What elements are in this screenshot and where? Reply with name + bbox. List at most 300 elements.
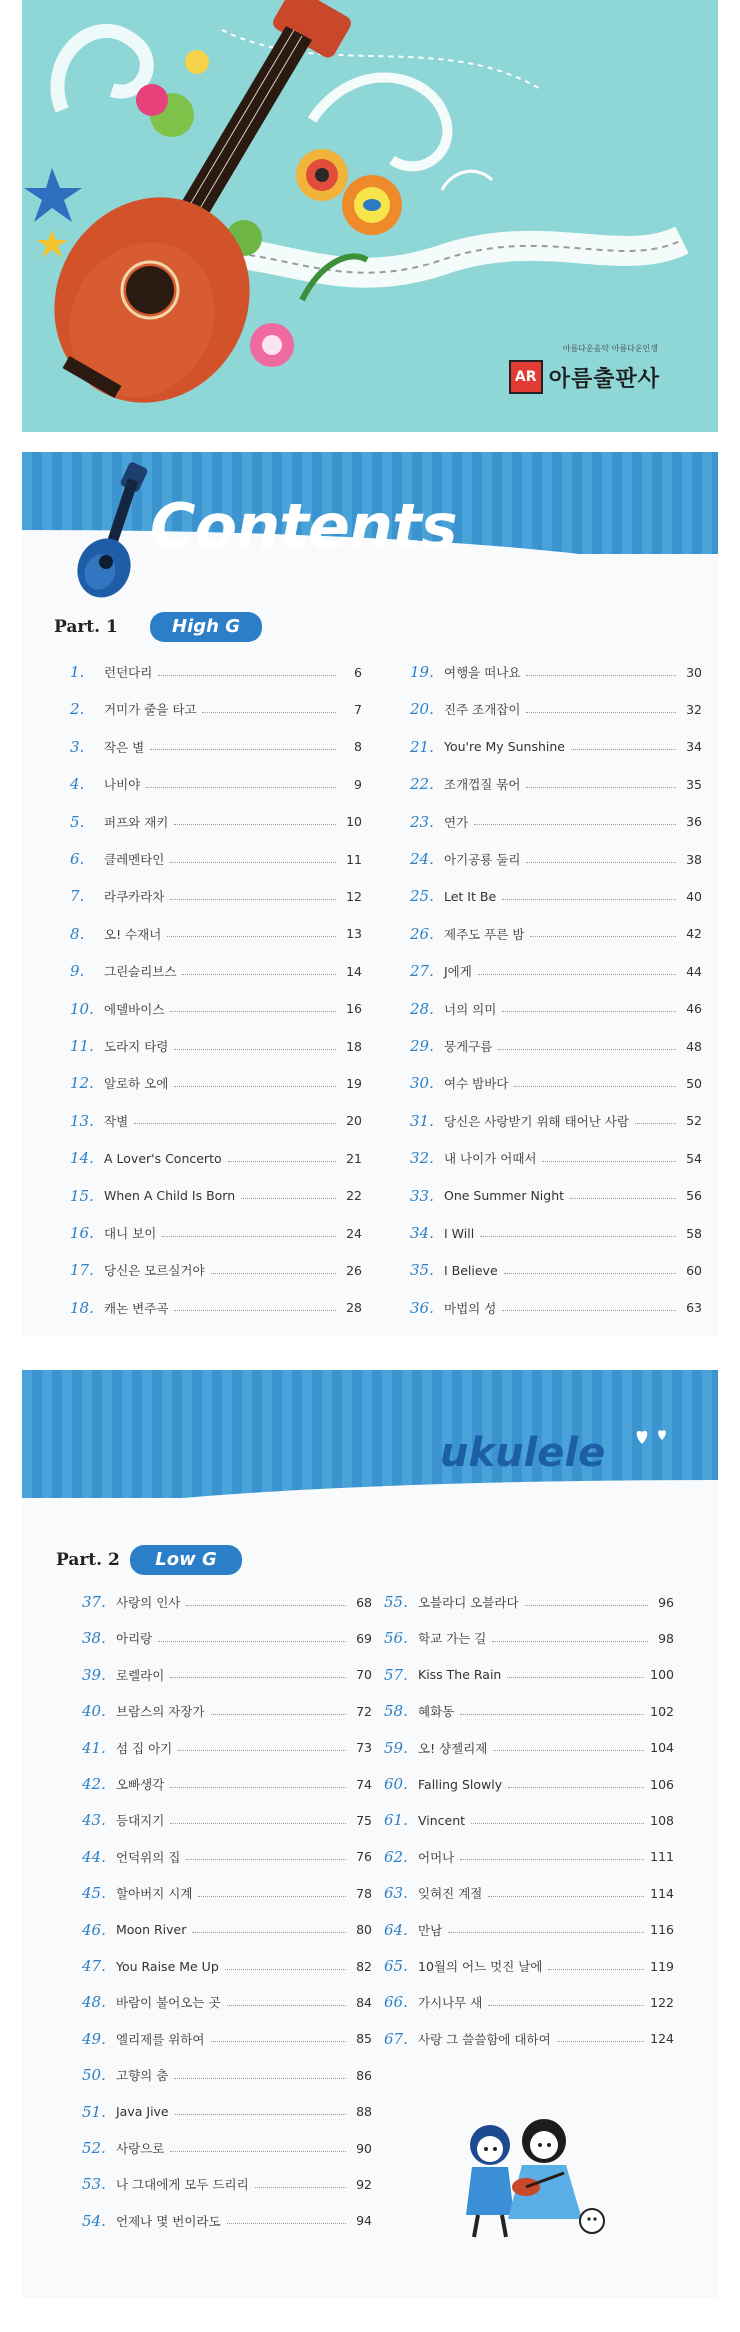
toc-entry xyxy=(384,1738,674,1758)
toc-entry xyxy=(410,1186,702,1206)
toc-entry-number: 11. xyxy=(70,1037,94,1055)
toc-entry-page: 70 xyxy=(356,1667,372,1683)
toc-entry-page: 73 xyxy=(356,1740,372,1756)
toc-entry-number: 10. xyxy=(70,999,94,1018)
toc-entry-title: 학교 가는 길 xyxy=(418,1631,487,1647)
toc-leader-dots xyxy=(548,1969,644,1970)
toc-entry xyxy=(70,1223,362,1243)
toc-leader-dots xyxy=(508,1787,644,1788)
toc-entry-title: 대니 보이 xyxy=(104,1226,157,1241)
toc-entry-number: 44. xyxy=(82,1847,106,1866)
toc-entry xyxy=(82,1992,372,2012)
toc-leader-dots xyxy=(192,1932,346,1933)
toc-entry-title: 사랑 그 쓸쓸함에 대하여 xyxy=(418,2031,551,2047)
toc-entry-page: 30 xyxy=(686,664,702,680)
toc-entry-page: 69 xyxy=(356,1630,372,1646)
toc-entry xyxy=(82,1883,372,1903)
toc-leader-dots xyxy=(211,1714,347,1715)
toc-entry-page: 34 xyxy=(686,739,702,755)
toc-entry xyxy=(82,2138,372,2158)
toc-entry-number: 57. xyxy=(384,1665,408,1684)
toc-entry-title: 할아버지 시계 xyxy=(116,1886,193,1902)
toc-entry-page: 100 xyxy=(650,1667,674,1683)
toc-leader-dots xyxy=(514,1086,676,1087)
toc-entry-title: 캐논 변주곡 xyxy=(104,1300,169,1316)
book-cover xyxy=(22,0,718,432)
publisher-logo: AR xyxy=(509,360,543,394)
publisher-brand xyxy=(509,360,660,394)
toc-entry-page: 76 xyxy=(356,1849,372,1865)
toc-leader-dots xyxy=(175,2114,346,2115)
toc-entry-number: 26. xyxy=(410,924,434,943)
toc-entry xyxy=(410,849,702,869)
toc-entry xyxy=(70,999,362,1019)
toc-entry xyxy=(82,1920,372,1940)
toc-entry xyxy=(70,1186,362,1206)
toc-entry-number: 45. xyxy=(82,1884,106,1903)
toc-entry xyxy=(70,924,362,944)
toc-leader-dots xyxy=(502,1011,676,1012)
toc-entry-page: 21 xyxy=(346,1150,362,1166)
toc-entry-page: 58 xyxy=(686,1225,702,1241)
toc-entry-number: 55. xyxy=(384,1593,408,1611)
toc-entry-page: 20 xyxy=(346,1113,362,1129)
toc-entry-title: 알로하 오에 xyxy=(104,1076,169,1092)
toc-entry xyxy=(82,1956,372,1976)
toc-entry-page: 50 xyxy=(686,1075,702,1091)
toc-leader-dots xyxy=(178,1750,346,1751)
toc-entry xyxy=(82,1810,372,1830)
toc-leader-dots xyxy=(557,2041,644,2042)
toc-entry-number: 1. xyxy=(70,663,85,681)
toc-entry-number: 39. xyxy=(82,1665,106,1684)
toc-entry-page: 13 xyxy=(346,926,362,942)
toc-entry-number: 6. xyxy=(70,850,85,868)
toc-leader-dots xyxy=(488,1896,644,1897)
toc-entry-number: 37. xyxy=(82,1593,106,1611)
toc-entry-title: 나비야 xyxy=(104,777,141,793)
toc-entry-title: 언제나 몇 번이라도 xyxy=(116,2213,221,2229)
toc-entry-title: Falling Slowly xyxy=(418,1776,503,1792)
toc-entry-page: 116 xyxy=(650,1922,674,1938)
toc-leader-dots xyxy=(526,712,676,713)
toc-entry xyxy=(384,1701,674,1721)
toc-entry-title: 어머나 xyxy=(418,1849,455,1865)
toc-entry-page: 35 xyxy=(686,776,702,792)
toc-leader-dots xyxy=(167,936,336,937)
toc-entry-title: 아기공룡 둘리 xyxy=(444,852,521,867)
toc-entry-page: 80 xyxy=(356,1922,372,1938)
toc-entry-page: 111 xyxy=(650,1849,674,1865)
toc-leader-dots xyxy=(170,1823,346,1824)
toc-entry-title: 로렐라이 xyxy=(116,1667,165,1683)
toc-entry xyxy=(410,1036,702,1056)
toc-entry-number: 58. xyxy=(384,1702,408,1721)
toc-entry xyxy=(410,1148,702,1168)
toc-leader-dots xyxy=(255,2187,346,2188)
toc-entry xyxy=(384,1847,674,1867)
toc-entry xyxy=(82,2211,372,2231)
toc-entry-page: 46 xyxy=(686,1001,702,1017)
toc-leader-dots xyxy=(488,2005,644,2006)
toc-entry-page: 98 xyxy=(658,1630,674,1646)
toc-entry-title: 당신은 사랑받기 위해 태어난 사람 xyxy=(444,1113,629,1129)
toc-entry-number: 31. xyxy=(410,1111,434,1130)
toc-entry-number: 20. xyxy=(410,700,434,719)
toc-entry-title: 진주 조개잡이 xyxy=(444,702,521,718)
toc-entry-number: 25. xyxy=(410,887,434,906)
toc-entry-page: 56 xyxy=(686,1188,702,1204)
toc-entry-title: 가시나무 새 xyxy=(418,1995,483,2011)
toc-entry xyxy=(384,1810,674,1830)
toc-entry-number: 65. xyxy=(384,1957,408,1975)
toc-entry xyxy=(70,961,362,981)
toc-entry-page: 74 xyxy=(356,1776,372,1792)
toc-entry xyxy=(70,1111,362,1131)
toc-entry xyxy=(410,961,702,981)
toc-entry-number: 38. xyxy=(82,1629,106,1648)
toc-entry xyxy=(410,1111,702,1131)
toc-entry-title: 작별 xyxy=(104,1113,129,1129)
toc-entry-title: 혜화동 xyxy=(418,1704,455,1720)
toc-entry-number: 34. xyxy=(410,1224,434,1242)
toc-entry xyxy=(82,1774,372,1794)
toc-entry-number: 21. xyxy=(410,737,434,756)
toc-entry xyxy=(384,1628,674,1648)
toc-entry-title: Kiss The Rain xyxy=(418,1667,502,1683)
toc-entry-number: 53. xyxy=(82,2175,106,2194)
toc-entry-page: 90 xyxy=(356,2140,372,2156)
toc-entry-title: 마법의 성 xyxy=(444,1300,497,1316)
toc-leader-dots xyxy=(174,1049,336,1050)
toc-entry xyxy=(410,1260,702,1280)
toc-leader-dots xyxy=(493,1750,644,1751)
toc-entry xyxy=(82,1847,372,1867)
toc-entry-number: 64. xyxy=(384,1920,408,1939)
toc-entry-page: 11 xyxy=(346,851,362,867)
toc-entry-number: 29. xyxy=(410,1037,434,1055)
toc-entry-title: 작은 별 xyxy=(104,739,145,755)
toc-leader-dots xyxy=(507,1677,644,1678)
toc-entry-number: 60. xyxy=(384,1775,408,1793)
toc-entry-number: 56. xyxy=(384,1629,408,1648)
toc-leader-dots xyxy=(174,1086,336,1087)
toc-entry-page: 96 xyxy=(658,1594,674,1610)
toc-entry-number: 51. xyxy=(82,2102,106,2121)
part-2-name: Low G xyxy=(130,1545,242,1575)
toc-entry xyxy=(410,812,702,832)
toc-leader-dots xyxy=(211,1273,336,1274)
toc-entry-title: 제주도 푸른 밤 xyxy=(444,926,525,942)
toc-entry xyxy=(384,1592,674,1612)
toc-entry-page: 94 xyxy=(356,2213,372,2229)
toc-entry xyxy=(70,886,362,906)
toc-entry-number: 35. xyxy=(410,1261,434,1280)
toc-entry-number: 49. xyxy=(82,2029,106,2048)
toc-leader-dots xyxy=(227,2005,346,2006)
toc-entry-number: 67. xyxy=(384,2029,408,2048)
toc-entry-page: 104 xyxy=(650,1740,674,1756)
toc-entry-title: Moon River xyxy=(116,1922,187,1938)
toc-entry xyxy=(70,1036,362,1056)
toc-entry-title: Let It Be xyxy=(444,888,497,904)
toc-leader-dots xyxy=(170,899,336,900)
toc-entry xyxy=(410,1073,702,1093)
toc-leader-dots xyxy=(480,1236,676,1237)
toc-entry-title: 에델바이스 xyxy=(104,1001,165,1017)
toc-entry-title: 오! 샹젤리제 xyxy=(418,1740,488,1756)
toc-entry-page: 72 xyxy=(356,1703,372,1719)
toc-leader-dots xyxy=(158,1641,346,1642)
toc-entry-title: 오빠생각 xyxy=(116,1777,165,1792)
toc-entry xyxy=(410,699,702,719)
toc-entry-page: 19 xyxy=(346,1075,362,1091)
toc-entry-title: 당신은 모르실거야 xyxy=(104,1263,205,1279)
toc-entry-title: Java Jive xyxy=(116,2104,169,2120)
toc-entry-page: 122 xyxy=(650,1994,674,2010)
toc-entry-title: When A Child Is Born xyxy=(104,1188,236,1204)
toc-entry-number: 14. xyxy=(70,1149,94,1168)
toc-entry-title: I Believe xyxy=(444,1262,498,1278)
toc-leader-dots xyxy=(225,1969,346,1970)
toc-entry-number: 16. xyxy=(70,1224,94,1242)
toc-entry-number: 66. xyxy=(384,1993,408,2012)
toc-entry-page: 52 xyxy=(686,1113,702,1129)
toc-leader-dots xyxy=(170,862,336,863)
toc-leader-dots xyxy=(460,1714,644,1715)
toc-entry xyxy=(384,1920,674,1940)
toc-entry-number: 9. xyxy=(70,962,85,981)
toc-entry-page: 40 xyxy=(686,888,702,904)
toc-leader-dots xyxy=(525,1605,648,1606)
toc-entry xyxy=(70,1148,362,1168)
toc-leader-dots xyxy=(174,1310,336,1311)
toc-entry-page: 6 xyxy=(354,664,362,680)
toc-entry-title: One Summer Night xyxy=(444,1188,565,1204)
toc-entry-page: 78 xyxy=(356,1885,372,1901)
toc-entry xyxy=(384,1774,674,1794)
toc-entry-number: 24. xyxy=(410,850,434,868)
toc-leader-dots xyxy=(530,936,676,937)
toc-leader-dots xyxy=(162,1236,336,1237)
toc-entry-number: 41. xyxy=(82,1738,106,1757)
toc-leader-dots xyxy=(170,1677,346,1678)
toc-entry xyxy=(82,1665,372,1685)
toc-entry xyxy=(410,1223,702,1243)
toc-entry-number: 22. xyxy=(410,775,434,794)
toc-entry-page: 18 xyxy=(346,1038,362,1054)
toc-leader-dots xyxy=(186,1859,346,1860)
toc-entry-page: 92 xyxy=(356,2176,372,2192)
toc-entry-number: 28. xyxy=(410,999,434,1018)
toc-entry-page: 75 xyxy=(356,1812,372,1828)
toc-entry-page: 7 xyxy=(354,701,362,717)
toc-leader-dots xyxy=(498,1049,676,1050)
toc-entry-number: 18. xyxy=(70,1298,94,1317)
toc-entry-page: 14 xyxy=(346,963,362,979)
ukulele-banner xyxy=(22,1370,718,1498)
toc-leader-dots xyxy=(478,974,676,975)
toc-entry-number: 50. xyxy=(82,2066,106,2085)
hearts-icon xyxy=(634,1424,674,1448)
toc-entry xyxy=(410,886,702,906)
toc-leader-dots xyxy=(146,787,336,788)
toc-entry-number: 17. xyxy=(70,1261,94,1280)
toc-entry-page: 32 xyxy=(686,701,702,717)
toc-entry-title: 만남 xyxy=(418,1922,443,1938)
toc-leader-dots xyxy=(526,787,676,788)
toc-leader-dots xyxy=(492,1641,648,1642)
contents-title: Contents xyxy=(150,490,457,563)
toc-leader-dots xyxy=(182,974,336,975)
toc-leader-dots xyxy=(460,1859,644,1860)
toc-entry xyxy=(70,812,362,832)
toc-entry xyxy=(410,999,702,1019)
toc-leader-dots xyxy=(526,675,676,676)
toc-entry-title: Vincent xyxy=(418,1812,466,1828)
toc-entry-page: 16 xyxy=(346,1001,362,1017)
toc-entry-title: 퍼프와 재키 xyxy=(104,814,169,830)
toc-entry-number: 48. xyxy=(82,1993,106,2012)
toc-entry-number: 15. xyxy=(70,1186,94,1205)
toc-leader-dots xyxy=(198,1896,346,1897)
toc-entry xyxy=(410,774,702,794)
toc-leader-dots xyxy=(186,1605,346,1606)
contents-page-1 xyxy=(22,452,718,1337)
toc-entry-number: 43. xyxy=(82,1811,106,1830)
toc-entry-page: 63 xyxy=(686,1300,702,1316)
toc-leader-dots xyxy=(571,749,676,750)
toc-leader-dots xyxy=(134,1123,336,1124)
toc-entry-title: 사랑으로 xyxy=(116,2141,165,2156)
toc-entry-page: 124 xyxy=(650,2031,674,2047)
toc-leader-dots xyxy=(150,749,336,750)
toc-entry xyxy=(70,774,362,794)
toc-leader-dots xyxy=(570,1198,676,1199)
toc-entry-number: 59. xyxy=(384,1738,408,1757)
toc-entry-title: 등대지기 xyxy=(116,1813,165,1829)
cartoon-couple-illustration xyxy=(452,2115,612,2245)
toc-entry-page: 85 xyxy=(356,2031,372,2047)
toc-entry-title: 나 그대에게 모두 드리리 xyxy=(116,2177,249,2193)
toc-entry-page: 10 xyxy=(346,814,362,830)
toc-leader-dots xyxy=(471,1823,644,1824)
toc-entry-number: 3. xyxy=(70,737,85,756)
toc-entry-title: 엘리제를 위하여 xyxy=(116,2031,205,2047)
toc-entry-number: 7. xyxy=(70,887,85,906)
toc-entry-number: 40. xyxy=(82,1702,106,1721)
toc-entry-page: 114 xyxy=(650,1885,674,1901)
toc-entry-page: 82 xyxy=(356,1958,372,1974)
toc-leader-dots xyxy=(174,2078,346,2079)
toc-entry-number: 33. xyxy=(410,1186,434,1205)
toc-entry-title: 조개껍질 묶어 xyxy=(444,777,521,793)
publisher-name: 아름출판사 xyxy=(548,366,660,392)
toc-entry xyxy=(82,2174,372,2194)
toc-entry-number: 30. xyxy=(410,1074,434,1093)
toc-entry-number: 42. xyxy=(82,1775,106,1793)
toc-entry xyxy=(384,1956,674,1976)
toc-entry-page: 108 xyxy=(650,1812,674,1828)
toc-entry-title: You Raise Me Up xyxy=(116,1958,219,1974)
ukulele-icon xyxy=(70,460,160,600)
toc-entry-page: 26 xyxy=(346,1262,362,1278)
toc-entry-title: 섬 집 아기 xyxy=(116,1740,173,1756)
toc-entry-title: I Will xyxy=(444,1225,475,1241)
toc-entry-title: 뭉게구름 xyxy=(444,1039,493,1054)
toc-entry-number: 46. xyxy=(82,1920,106,1939)
toc-entry xyxy=(410,737,702,757)
toc-entry-page: 22 xyxy=(346,1188,362,1204)
toc-entry xyxy=(410,662,702,682)
toc-entry-page: 12 xyxy=(346,888,362,904)
toc-leader-dots xyxy=(474,824,676,825)
toc-entry xyxy=(82,1701,372,1721)
ukulele-title: ukulele xyxy=(440,1430,606,1476)
toc-entry-page: 28 xyxy=(346,1300,362,1316)
toc-entry-number: 19. xyxy=(410,663,434,681)
toc-leader-dots xyxy=(158,675,336,676)
toc-entry-page: 38 xyxy=(686,851,702,867)
toc-entry-title: 언덕위의 집 xyxy=(116,1849,181,1865)
toc-entry xyxy=(70,849,362,869)
toc-entry-page: 68 xyxy=(356,1594,372,1610)
part-1-name: High G xyxy=(150,612,262,642)
toc-entry-title: 고향의 춤 xyxy=(116,2068,169,2084)
toc-leader-dots xyxy=(202,712,336,713)
toc-entry-title: 10월의 어느 멋진 날에 xyxy=(418,1959,543,1974)
toc-leader-dots xyxy=(170,1787,346,1788)
toc-entry-number: 27. xyxy=(410,962,434,981)
toc-entry xyxy=(384,2029,674,2049)
toc-leader-dots xyxy=(228,1161,336,1162)
toc-entry-number: 8. xyxy=(70,924,85,943)
toc-entry-title: 바람이 불어오는 곳 xyxy=(116,1995,221,2011)
toc-leader-dots xyxy=(635,1123,676,1124)
toc-entry-page: 84 xyxy=(356,1994,372,2010)
toc-entry-page: 8 xyxy=(354,739,362,755)
toc-entry-page: 106 xyxy=(650,1776,674,1792)
toc-entry xyxy=(82,1738,372,1758)
toc-entry xyxy=(82,2029,372,2049)
toc-entry-page: 102 xyxy=(650,1703,674,1719)
toc-entry-number: 2. xyxy=(70,700,85,719)
toc-entry-title: 오! 수재너 xyxy=(104,926,162,942)
toc-entry-page: 9 xyxy=(354,776,362,792)
toc-entry xyxy=(82,2065,372,2085)
toc-entry-number: 23. xyxy=(410,812,434,831)
toc-entry-title: 브람스의 자장가 xyxy=(116,1704,205,1720)
toc-entry-number: 52. xyxy=(82,2139,106,2157)
toc-entry xyxy=(70,699,362,719)
toc-entry xyxy=(82,1592,372,1612)
toc-entry-page: 88 xyxy=(356,2104,372,2120)
toc-entry-number: 61. xyxy=(384,1811,408,1830)
toc-entry-number: 13. xyxy=(70,1111,94,1130)
toc-leader-dots xyxy=(211,2041,347,2042)
toc-entry-title: 여수 밤바다 xyxy=(444,1076,509,1092)
toc-entry xyxy=(410,924,702,944)
toc-entry-page: 42 xyxy=(686,926,702,942)
contents-page-2 xyxy=(22,1370,718,2298)
toc-entry xyxy=(70,1260,362,1280)
toc-entry-title: 도라지 타령 xyxy=(104,1039,169,1054)
toc-entry-title: A Lover's Concerto xyxy=(104,1150,222,1166)
toc-entry xyxy=(70,1073,362,1093)
toc-entry xyxy=(384,1992,674,2012)
toc-entry-title: 그린슬리브스 xyxy=(104,964,177,980)
toc-entry xyxy=(410,1298,702,1318)
